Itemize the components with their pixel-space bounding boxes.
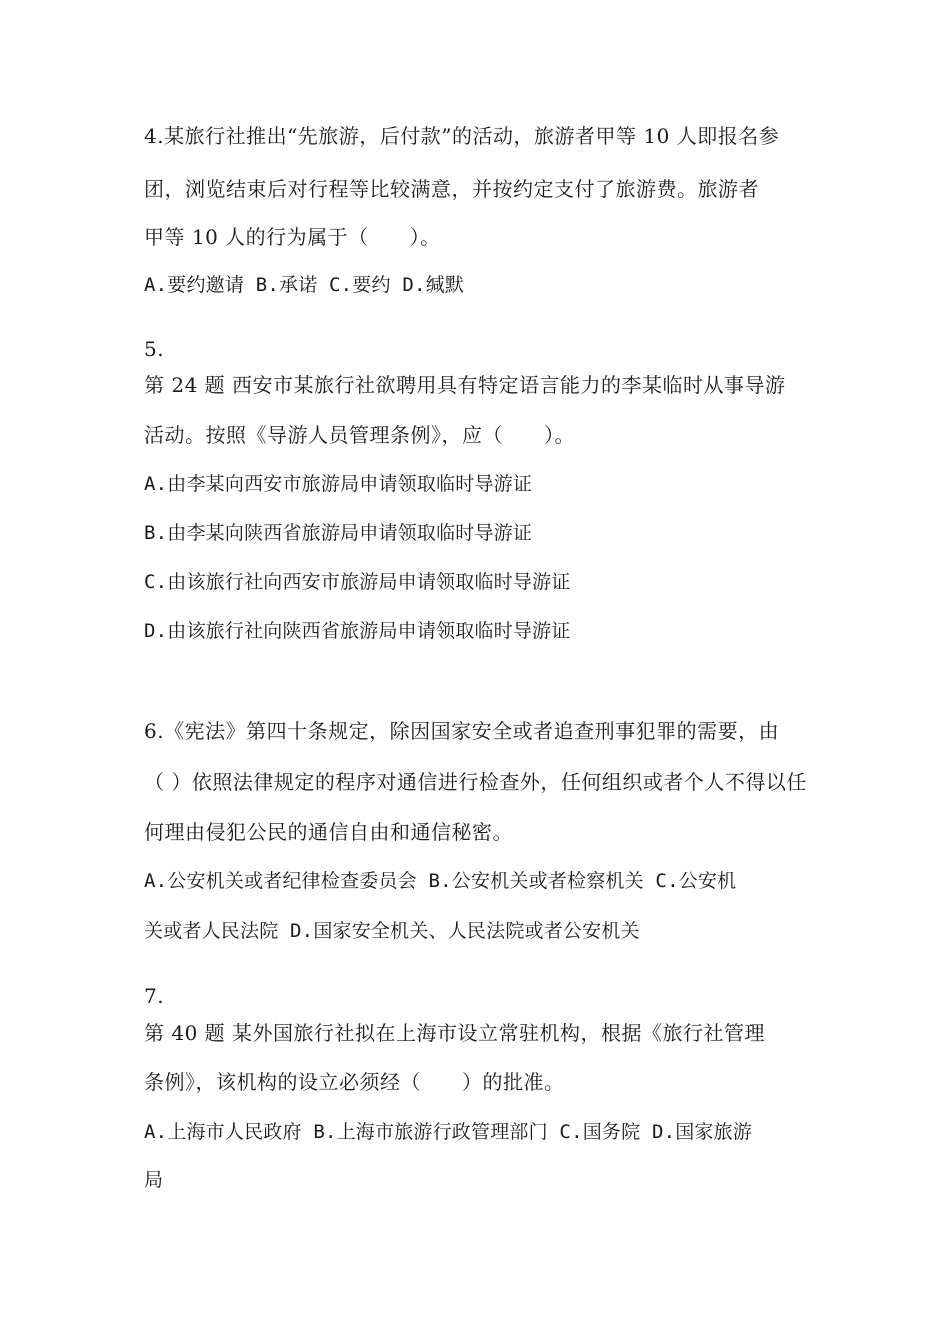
question-7-options-1: A.上海市人民政府 B.上海市旅游行政管理部门 C.国务院 D.国家旅游 [144, 1121, 753, 1143]
question-5-option-a: A.由李某向西安市旅游局申请领取临时导游证 [144, 473, 533, 495]
question-5-line-2: 活动。按照《导游人员管理条例》，应（ ）。 [144, 423, 575, 447]
question-4-line-2: 团，浏览结束后对行程等比较满意，并按约定支付了旅游费。旅游者 [144, 177, 759, 201]
question-6-line-3: 何理由侵犯公民的通信自由和通信秘密。 [144, 820, 513, 844]
question-5-option-b: B.由李某向陕西省旅游局申请领取临时导游证 [144, 522, 533, 544]
question-4-options: A.要约邀请 B.承诺 C.要约 D.缄默 [144, 274, 465, 296]
question-6-line-2: （ ）依照法律规定的程序对通信进行检查外，任何组织或者个人不得以任 [144, 770, 807, 794]
question-5-number: 5. [144, 337, 165, 361]
question-6-options-2: 关或者人民法院 D.国家安全机关、人民法院或者公安机关 [144, 920, 640, 942]
question-4-line-3: 甲等 10 人的行为属于（ ）。 [144, 225, 441, 249]
question-7-line-1: 第 40 题 某外国旅行社拟在上海市设立常驻机构，根据《旅行社管理 [144, 1021, 766, 1045]
question-5-line-1: 第 24 题 西安市某旅行社欲聘用具有特定语言能力的李某临时从事导游 [144, 373, 786, 397]
question-6-line-1: 6.《宪法》第四十条规定，除因国家安全或者追查刑事犯罪的需要，由 [144, 719, 780, 743]
question-5-option-d: D.由该旅行社向陕西省旅游局申请领取临时导游证 [144, 620, 571, 642]
question-6-options-1: A.公安机关或者纪律检查委员会 B.公安机关或者检察机关 C.公安机 [144, 870, 737, 892]
question-7-number: 7. [144, 984, 165, 1008]
question-7-options-2: 局 [144, 1169, 164, 1191]
question-5-option-c: C.由该旅行社向西安市旅游局申请领取临时导游证 [144, 571, 571, 593]
question-4-line-1: 4.某旅行社推出“先旅游，后付款”的活动，旅游者甲等 10 人即报名参 [144, 124, 780, 148]
question-7-line-2: 条例》，该机构的设立必须经（ ）的批准。 [144, 1070, 565, 1094]
